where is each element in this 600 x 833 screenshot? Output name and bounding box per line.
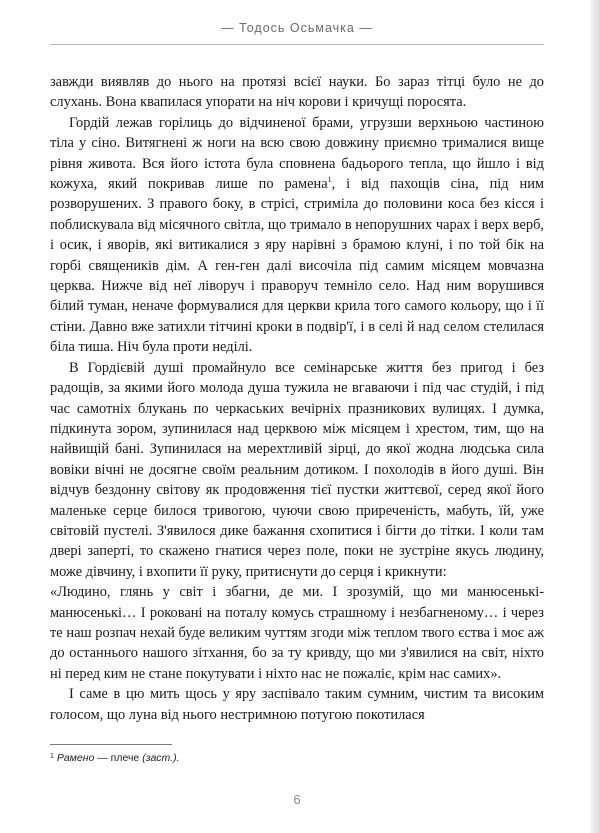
page-edge-shadow [591,0,600,833]
footnote-divider [50,744,172,745]
footnote-reference[interactable]: 1 [327,175,332,185]
quoted-monologue: «Людино, глянь у світ і збагни, де ми. І зрозумій, що ми манюсенькі-манюсенькі… І роковані на поталу комусь страшному і незбагненому… і через те наш розпач нехай буде великим чуттям згоди між теплом твого єства і моє аж до останнього нашого зітхання, бо за ту кривду, що ми з'явилися на світ, ніхто ні перед ким не стане покутувати і ніхто нас не пожаліє, крім нас самих». [50,584,544,682]
paragraph-1: завжди виявляв до нього на протязі всієї науки. Бо зараз тітці було не до слухань. Вона квапилася упорати на ніч корови і кричущі поросята. [50,74,544,111]
footnote [50,750,544,765]
paragraph-2 [50,113,544,358]
footnote-definition: — плече [94,752,143,764]
main-text [50,72,544,725]
page-number: 6 [293,792,301,807]
footnote-usage-note: (заст.). [142,752,180,764]
paragraph-2-part-b: , і від пахощів сіна, під ним розворушених. З правого боку, в стрісі, стриміла до половини коса без кісся і поблискувала від місячного світла, що тримало в непорушних чарах і верх верб, і осик, і яворів, які витикалися з яру нарівні з брамою клуні, і по той бік на горбі священиків дім. А ген-ген далі височіла під самим місяцем мовчазна церква. Нижче від неї ліворуч і праворуч темніло село. Над ним ворушився білий туман, неначе формувалися для церкви крила того самого кольору, що і її стіни. Давно вже затихли тітчині кроки в подвір'ї, і в селі й над селом стелилася біла тиша. Ніч була проти неділі. [50,176,545,356]
footnote-mark: 1 [50,753,54,760]
running-header: — Тодось Осьмачка — [221,21,373,35]
paragraph-2-part-a: Гордій лежав горілиць до відчиненої брами, угрузши верхньою частиною тіла у сіно. Витягнені ж ноги на всю свою довжину приємно трималися вище рівня живота. Вся його істота була сповнена бадьорого тепла, що йшло і від кожуха, який покривав лише по рамена [50,114,544,193]
paragraph-3: В Гордієвій душі промайнуло все семінарське життя без пригод і без радощів, за якими його молода душа тужила не вгаваючи і під час студій, і під час самотніх блукань по черкаських вечірніх празникових вулицях. І думка, підкинута зором, зупинилася над церквою між місяцем і хрестом, тим, що на найвищій бані. Зупинилася на мерехтливій зірці, до якої жодна людська сила вовіки вічні не досягне своїм реальним дотиком. І похолодів в його душі. Він відчув бездонну світову як продовження тієї пустки життєвої, серед якої його маленьке серце билося тривогою, чуючи свою приреченість, мабуть, їй, уже світовій пустелі. З'явилося дике бажання схопитися і бігти до тітки. І коли там двері заперті, то скажено гнатися через поле, поки не зустріне якусь людину, може дівчину, і вхопити її руку, притиснути до серця і крикнути: [50,359,544,580]
header-divider [50,44,544,45]
footnote-term: Рамено [56,752,95,764]
paragraph-5: І саме в цю мить щось у яру заспівало таким сумним, чистим та високим голосом, що луна від нього нестримною потугою покотилася [50,686,544,723]
